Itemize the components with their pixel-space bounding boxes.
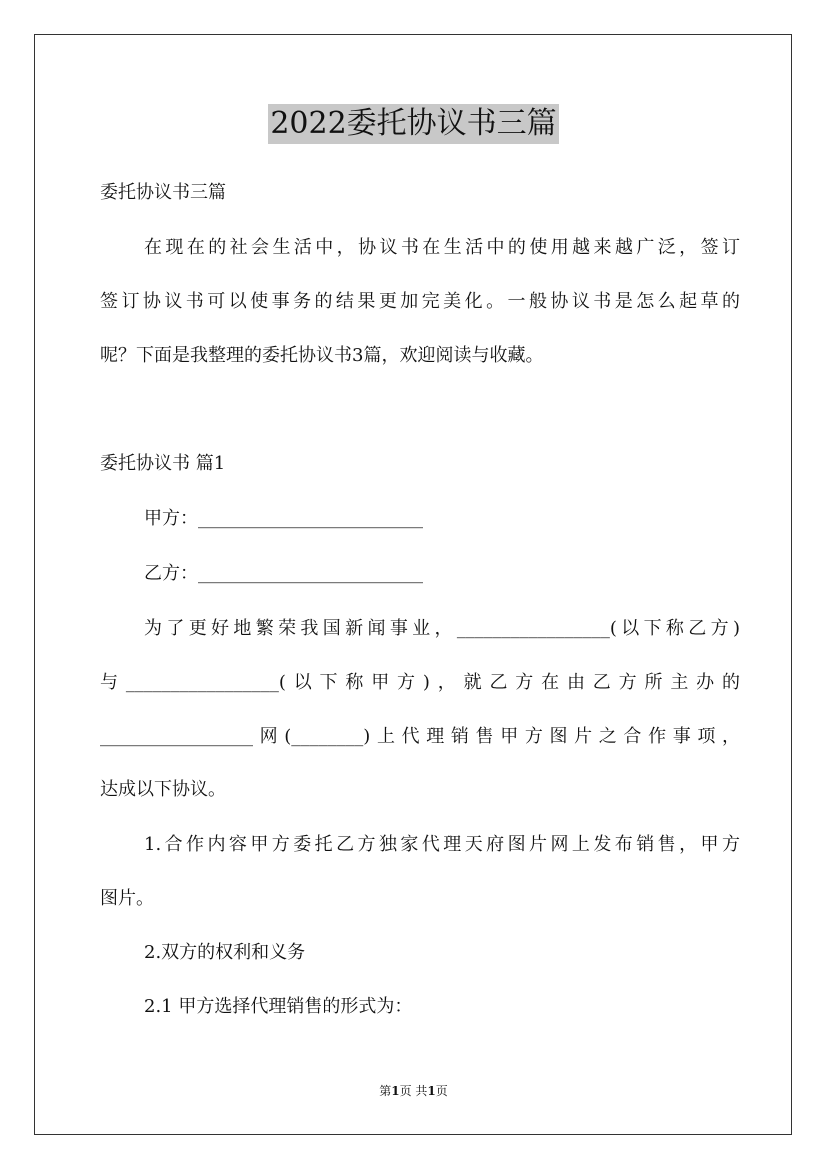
item2-1-text: 2.1 甲方选择代理销售的形式为： (144, 996, 413, 1017)
party-b-field: 乙方：_________________________ (144, 563, 423, 584)
item2-heading: 2.双方的权利和义务 (144, 942, 306, 963)
party-a-field: 甲方：_________________________ (144, 508, 423, 529)
footer-page-total: 1 (427, 1084, 436, 1098)
document-title: 2022委托协议书三篇 (268, 104, 558, 144)
section-heading: 委托协议书 篇1 (100, 453, 226, 474)
footer-suffix: 页 (435, 1084, 448, 1098)
page-footer (0, 1083, 827, 1099)
intro-line-1: 在现在的社会生活中，协议书在生活中的使用越来越广泛，签订 (144, 237, 740, 258)
para1-line-3: _________________网(________)上代理销售甲方图片之合作事项， (100, 726, 740, 747)
footer-page-number: 1 (391, 1084, 400, 1098)
item1-line-1: 1.合作内容甲方委托乙方独家代理天府图片网上发布销售，甲方 (144, 834, 740, 855)
intro-line-3: 呢？下面是我整理的委托协议书3篇，欢迎阅读与收藏。 (100, 345, 544, 366)
footer-mid: 页 共 (399, 1084, 428, 1098)
para1-line-1: 为了更好地繁荣我国新闻事业，_________________(以下称乙方) (144, 618, 740, 639)
item1-line-2: 图片。 (100, 888, 154, 909)
para1-line-2: 与_________________(以下称甲方)，就乙方在由乙方所主办的 (100, 672, 740, 693)
title-wrap (0, 104, 827, 144)
footer-prefix: 第 (379, 1084, 392, 1098)
para1-line-4: 达成以下协议。 (100, 779, 226, 800)
intro-line-2: 签订协议书可以使事务的结果更加完美化。一般协议书是怎么起草的 (100, 291, 740, 312)
subtitle: 委托协议书三篇 (100, 182, 226, 203)
